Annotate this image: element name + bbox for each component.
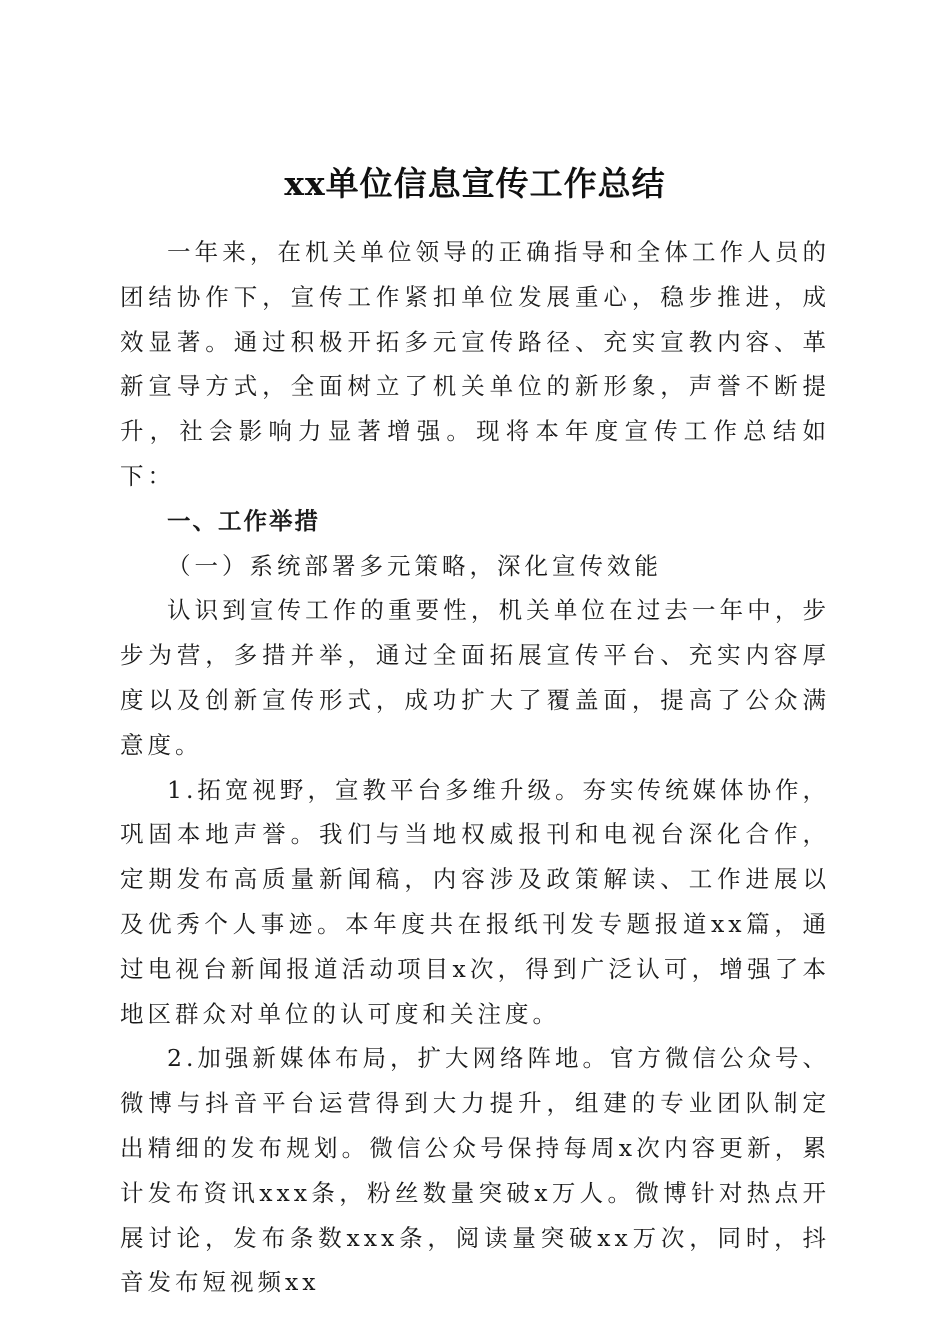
subsection-heading: （一）系统部署多元策略，深化宣传效能 <box>167 551 662 580</box>
document-title: xx单位信息宣传工作总结 <box>284 164 666 204</box>
section-heading: 一、工作举措 <box>167 506 320 535</box>
body-paragraph: 2.加强新媒体布局，扩大网络阵地。官方微信公众号、微博与抖音平台运营得到大力提升，组建的专业团队制定出精细的发布规划。微信公众号保持每周x次内容更新，累计发布资讯xxx条，粉丝数量突破x万人。微博针对热点开展讨论，发布条数xxx条，阅读量突破xx万次，同时，抖音发布短视频xx <box>120 1044 830 1297</box>
body-paragraph: 认识到宣传工作的重要性，机关单位在过去一年中，步步为营，多措并举，通过全面拓展宣传平台、充实内容厚度以及创新宣传形式，成功扩大了覆盖面，提高了公众满意度。 <box>120 596 830 759</box>
body-paragraph: 1.拓宽视野，宣教平台多维升级。夯实传统媒体协作，巩固本地声誉。我们与当地权威报刊和电视台深化合作，定期发布高质量新闻稿，内容涉及政策解读、工作进展以及优秀个人事迹。本年度共在报纸刊发专题报道xx篇，通过电视台新闻报道活动项目x次，得到广泛认可，增强了本地区群众对单位的认可度和关注度。 <box>120 775 830 1028</box>
intro-paragraph: 一年来，在机关单位领导的正确指导和全体工作人员的团结协作下，宣传工作紧扣单位发展重心，稳步推进，成效显著。通过积极开拓多元宣传路径、充实宣教内容、革新宣导方式，全面树立了机关单位的新形象，声誉不断提升，社会影响力显著增强。现将本年度宣传工作总结如下： <box>120 238 830 490</box>
document-body <box>120 230 830 1305</box>
